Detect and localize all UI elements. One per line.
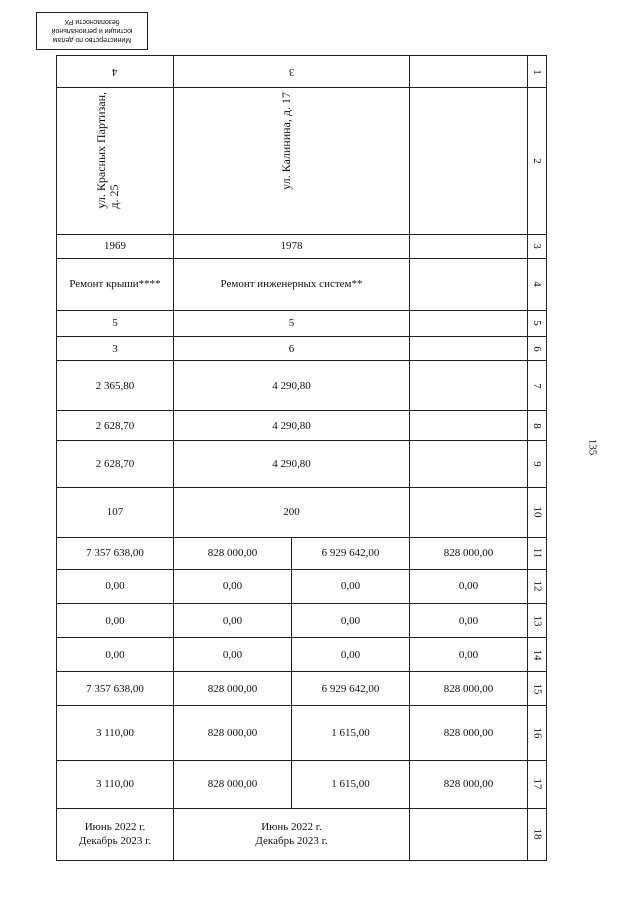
stamp-line: юстиции и региональной bbox=[51, 27, 133, 35]
address-text: ул. Калинина, д. 17 bbox=[279, 92, 293, 190]
table-row bbox=[57, 603, 547, 637]
table-row bbox=[57, 337, 547, 361]
table-row bbox=[57, 760, 547, 808]
cell: 6 bbox=[174, 337, 410, 361]
table-row bbox=[57, 672, 547, 706]
empty-cell bbox=[410, 441, 528, 487]
table-row bbox=[57, 638, 547, 672]
cell: 0,00 bbox=[410, 603, 528, 637]
stamp-line: Министерство по делам bbox=[52, 36, 132, 44]
row-number: 4 bbox=[528, 258, 547, 310]
row-number: 17 bbox=[528, 760, 547, 808]
table-row bbox=[57, 310, 547, 336]
table-row bbox=[57, 441, 547, 487]
row-number: 1 bbox=[528, 56, 547, 88]
cell: 1978 bbox=[174, 234, 410, 258]
document-table bbox=[56, 55, 547, 861]
cell: 0,00 bbox=[174, 569, 292, 603]
cell: 828 000,00 bbox=[410, 672, 528, 706]
cell: 4 290,80 bbox=[174, 441, 410, 487]
cell: 3 110,00 bbox=[57, 706, 174, 760]
date-range-cell: Июнь 2022 г. Декабрь 2023 г. bbox=[174, 808, 410, 860]
cell: 828 000,00 bbox=[410, 706, 528, 760]
row-number: 15 bbox=[528, 672, 547, 706]
cell: 107 bbox=[57, 487, 174, 537]
empty-cell bbox=[410, 258, 528, 310]
row-number: 2 bbox=[528, 88, 547, 235]
column-number bbox=[410, 56, 528, 88]
cell: 828 000,00 bbox=[174, 672, 292, 706]
empty-cell bbox=[410, 88, 528, 235]
row-number: 10 bbox=[528, 487, 547, 537]
date-range-cell: Июнь 2022 г. Декабрь 2023 г. bbox=[57, 808, 174, 860]
cell: 0,00 bbox=[292, 638, 410, 672]
cell: 828 000,00 bbox=[174, 537, 292, 569]
cell: 0,00 bbox=[410, 569, 528, 603]
cell: 7 357 638,00 bbox=[57, 672, 174, 706]
row-number: 12 bbox=[528, 569, 547, 603]
row-number: 16 bbox=[528, 706, 547, 760]
row-number: 6 bbox=[528, 337, 547, 361]
cell: 6 929 642,00 bbox=[292, 672, 410, 706]
empty-cell bbox=[410, 487, 528, 537]
table-row bbox=[57, 88, 547, 235]
cell: 2 365,80 bbox=[57, 361, 174, 411]
cell: 0,00 bbox=[57, 603, 174, 637]
cell: 2 628,70 bbox=[57, 411, 174, 441]
cell: 0,00 bbox=[292, 569, 410, 603]
table-row bbox=[57, 808, 547, 860]
table-row bbox=[57, 258, 547, 310]
address-text: ул. Красных Партизан, д. 25 bbox=[94, 92, 121, 209]
cell: 200 bbox=[174, 487, 410, 537]
cell: 0,00 bbox=[292, 603, 410, 637]
cell: 6 929 642,00 bbox=[292, 537, 410, 569]
row-number: 13 bbox=[528, 603, 547, 637]
stamp-line: безопасности РХ bbox=[64, 18, 120, 26]
cell: 5 bbox=[57, 310, 174, 336]
cell: 0,00 bbox=[57, 638, 174, 672]
column-number: 4 bbox=[57, 56, 174, 88]
cell: 3 bbox=[57, 337, 174, 361]
row-number: 8 bbox=[528, 411, 547, 441]
table-row bbox=[57, 56, 547, 88]
column-number: 3 bbox=[174, 56, 410, 88]
cell: 828 000,00 bbox=[174, 760, 292, 808]
row-number: 9 bbox=[528, 441, 547, 487]
table-row bbox=[57, 411, 547, 441]
cell: 1969 bbox=[57, 234, 174, 258]
cell: 1 615,00 bbox=[292, 706, 410, 760]
table-row bbox=[57, 361, 547, 411]
empty-cell bbox=[410, 361, 528, 411]
table-row bbox=[57, 537, 547, 569]
row-number: 14 bbox=[528, 638, 547, 672]
empty-cell bbox=[410, 310, 528, 336]
cell: 4 290,80 bbox=[174, 361, 410, 411]
table-row bbox=[57, 487, 547, 537]
row-number: 11 bbox=[528, 537, 547, 569]
empty-cell bbox=[410, 411, 528, 441]
cell: 828 000,00 bbox=[410, 760, 528, 808]
cell: 4 290,80 bbox=[174, 411, 410, 441]
address-cell bbox=[174, 88, 410, 235]
cell: Ремонт инженерных систем** bbox=[174, 258, 410, 310]
cell: 5 bbox=[174, 310, 410, 336]
cell: 828 000,00 bbox=[174, 706, 292, 760]
cell: 2 628,70 bbox=[57, 441, 174, 487]
table-row bbox=[57, 234, 547, 258]
cell: 828 000,00 bbox=[410, 537, 528, 569]
cell: Ремонт крыши**** bbox=[57, 258, 174, 310]
cell: 7 357 638,00 bbox=[57, 537, 174, 569]
cell: 0,00 bbox=[174, 603, 292, 637]
row-number: 3 bbox=[528, 234, 547, 258]
table-row bbox=[57, 569, 547, 603]
empty-cell bbox=[410, 337, 528, 361]
row-number: 18 bbox=[528, 808, 547, 860]
cell: 0,00 bbox=[57, 569, 174, 603]
row-number: 7 bbox=[528, 361, 547, 411]
page-number: 135 bbox=[586, 438, 599, 456]
cell: 0,00 bbox=[410, 638, 528, 672]
table-row bbox=[57, 706, 547, 760]
cell: 3 110,00 bbox=[57, 760, 174, 808]
row-number: 5 bbox=[528, 310, 547, 336]
cell: 0,00 bbox=[174, 638, 292, 672]
empty-cell bbox=[410, 808, 528, 860]
ministry-stamp bbox=[36, 12, 148, 50]
empty-cell bbox=[410, 234, 528, 258]
cell: 1 615,00 bbox=[292, 760, 410, 808]
address-cell bbox=[57, 88, 174, 235]
